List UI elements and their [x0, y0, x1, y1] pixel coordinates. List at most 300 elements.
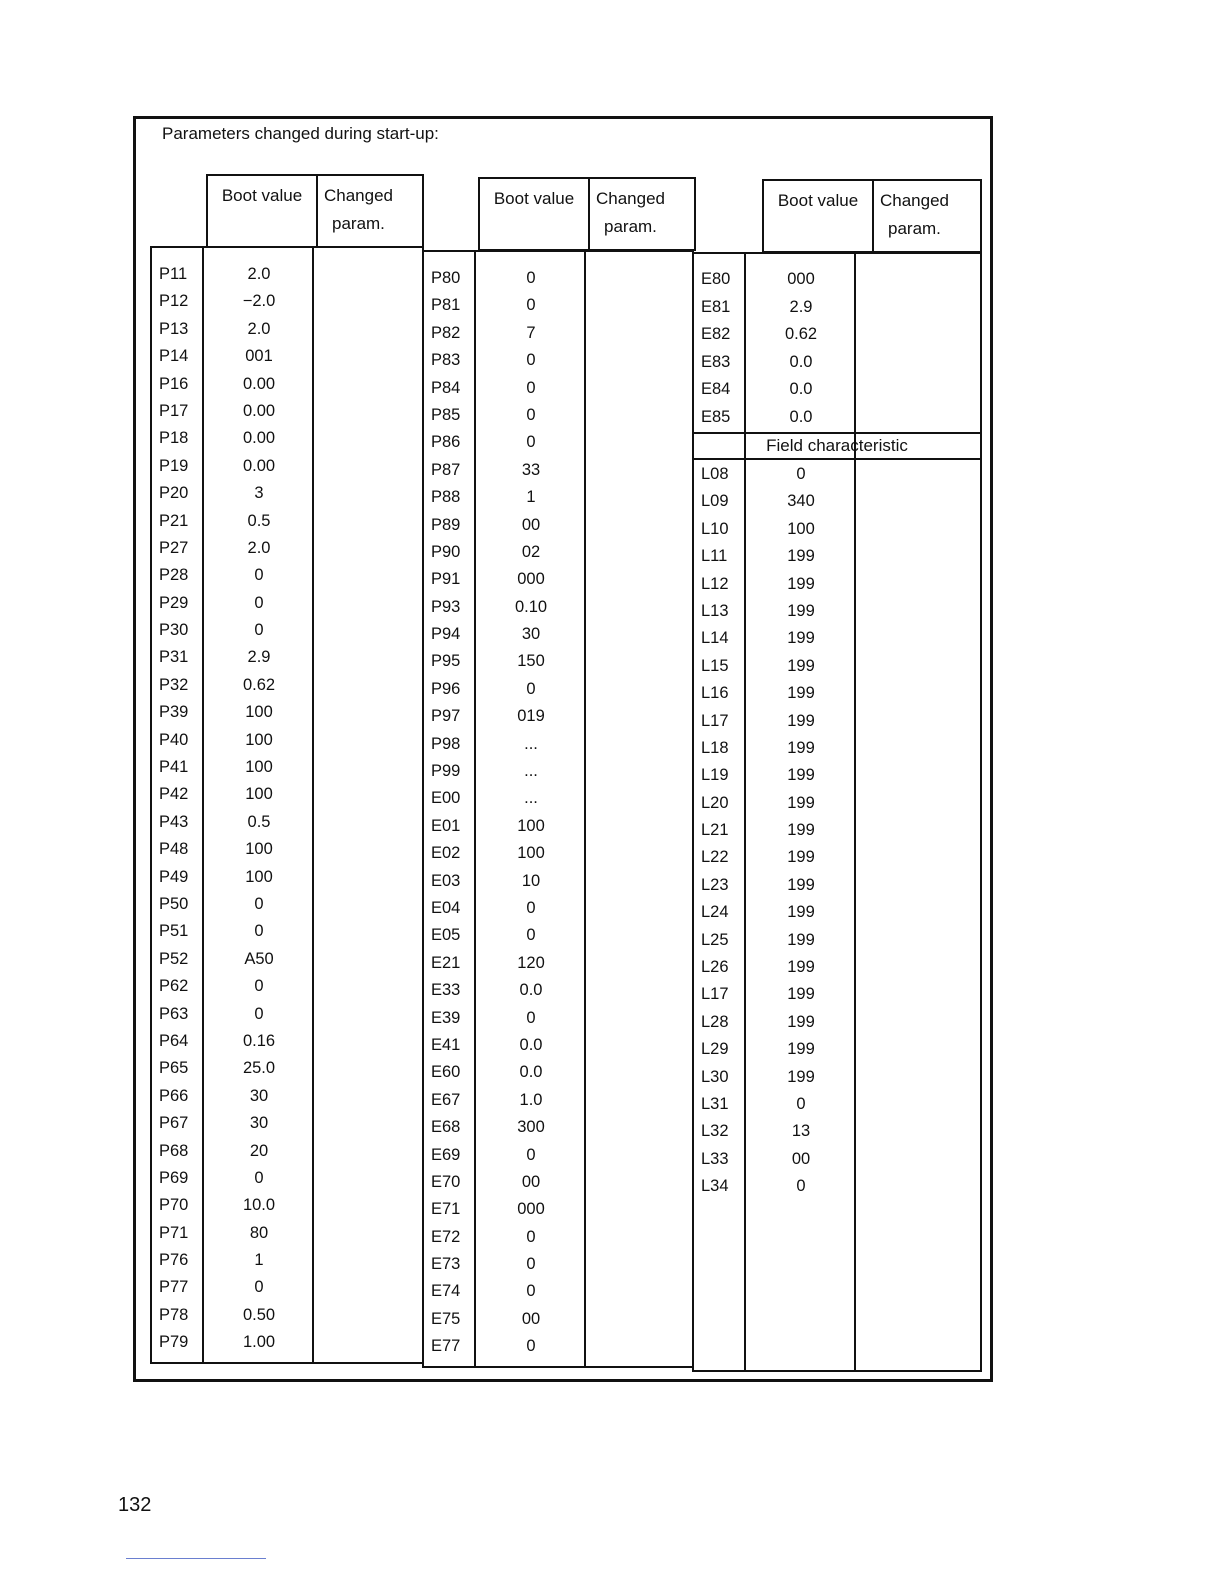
boot-value: 100	[517, 816, 545, 835]
boot-value: 0.0	[789, 352, 813, 371]
changed-param-cell[interactable]	[314, 261, 422, 288]
changed-param-cell[interactable]	[586, 512, 692, 539]
changed-param-cell[interactable]	[856, 349, 980, 377]
param-code: P66	[159, 1086, 189, 1105]
param-code: E67	[431, 1090, 461, 1109]
changed-param-cell[interactable]	[586, 539, 692, 566]
boot-value: 0	[254, 621, 264, 640]
param-code: P14	[159, 347, 189, 366]
changed-param-cell[interactable]	[314, 1028, 422, 1055]
changed-param-cell[interactable]	[586, 292, 692, 319]
boot-value: 199	[787, 793, 815, 812]
table-row	[424, 758, 692, 785]
changed-param-cell[interactable]	[314, 590, 422, 617]
table-row	[152, 1274, 422, 1301]
changed-param-cell[interactable]	[314, 1274, 422, 1301]
changed-param-cell[interactable]	[314, 1220, 422, 1247]
boot-value: 0	[526, 405, 536, 424]
table-row	[424, 1059, 692, 1086]
param-code: L10	[701, 519, 729, 538]
param-code: P89	[431, 515, 461, 534]
changed-param-cell[interactable]	[314, 1001, 422, 1028]
boot-value: 0.0	[519, 1063, 543, 1082]
table-row	[424, 402, 692, 429]
changed-param-cell[interactable]	[314, 425, 422, 452]
boot-value: 00	[791, 1149, 811, 1168]
changed-param-cell[interactable]	[314, 1247, 422, 1274]
table-row	[424, 1142, 692, 1169]
boot-value: 199	[787, 985, 815, 1004]
table-row	[424, 785, 692, 812]
table-row	[152, 562, 422, 589]
boot-value: 0.0	[789, 407, 813, 426]
param-code: P76	[159, 1251, 189, 1270]
table-row	[424, 703, 692, 730]
changed-param-cell[interactable]	[586, 703, 692, 730]
boot-value: 0.00	[242, 374, 276, 393]
changed-param-cell[interactable]	[586, 676, 692, 703]
changed-param-cell[interactable]	[314, 1329, 422, 1356]
changed-param-cell[interactable]	[314, 371, 422, 398]
param-code: L17	[701, 985, 729, 1004]
changed-param-cell[interactable]	[856, 1064, 980, 1091]
boot-value: 100	[245, 785, 273, 804]
changed-param-cell[interactable]	[856, 653, 980, 680]
table-row	[694, 927, 980, 954]
table-row	[424, 1087, 692, 1114]
boot-value: 0	[796, 1177, 806, 1196]
table-row	[424, 922, 692, 949]
changed-param-cell[interactable]	[586, 375, 692, 402]
param-code: P27	[159, 538, 189, 557]
changed-param-cell[interactable]	[856, 625, 980, 652]
changed-param-cell[interactable]	[586, 813, 692, 840]
param-code: L21	[701, 821, 729, 840]
table-row	[152, 1028, 422, 1055]
table-row	[424, 1005, 692, 1032]
boot-value: 199	[787, 684, 815, 703]
param-code: P13	[159, 319, 189, 338]
param-code: E33	[431, 981, 461, 1000]
column-divider	[202, 248, 204, 1362]
changed-param-cell[interactable]	[314, 343, 422, 370]
changed-param-cell[interactable]	[856, 461, 980, 488]
changed-param-cell[interactable]	[856, 1118, 980, 1145]
boot-value: 33	[521, 460, 541, 479]
table-row	[694, 266, 980, 294]
table-row	[152, 672, 422, 699]
table-row	[694, 981, 980, 1008]
boot-value: 30	[249, 1086, 269, 1105]
param-code: E71	[431, 1200, 461, 1219]
boot-value: 0	[526, 1145, 536, 1164]
table-row	[694, 653, 980, 680]
changed-param-cell[interactable]	[314, 699, 422, 726]
boot-value: 0.0	[519, 1035, 543, 1054]
changed-param-cell[interactable]	[586, 895, 692, 922]
changed-param-cell[interactable]	[856, 762, 980, 789]
table-row	[152, 754, 422, 781]
param-code: L13	[701, 601, 729, 620]
changed-param-cell[interactable]	[856, 488, 980, 515]
param-code: P12	[159, 292, 189, 311]
param-code: E73	[431, 1255, 461, 1274]
boot-value: 0	[254, 977, 264, 996]
table-row	[424, 265, 692, 292]
boot-value: 100	[245, 867, 273, 886]
boot-value: 0	[254, 922, 264, 941]
param-code: P78	[159, 1305, 189, 1324]
table-row	[694, 598, 980, 625]
changed-param-cell[interactable]	[586, 265, 692, 292]
changed-param-cell[interactable]	[586, 922, 692, 949]
table-row	[694, 1036, 980, 1063]
changed-param-cell[interactable]	[314, 288, 422, 315]
changed-param-cell[interactable]	[314, 562, 422, 589]
param-code: P70	[159, 1196, 189, 1215]
table-row	[152, 1165, 422, 1192]
header-col3	[762, 179, 982, 253]
column-3-l-params	[694, 461, 980, 1201]
boot-value: 150	[517, 652, 545, 671]
table-row	[152, 864, 422, 891]
changed-param-cell[interactable]	[856, 708, 980, 735]
boot-value: 019	[517, 707, 545, 726]
changed-param-cell[interactable]	[856, 735, 980, 762]
changed-param-cell[interactable]	[586, 950, 692, 977]
changed-param-cell[interactable]	[856, 927, 980, 954]
changed-param-cell[interactable]	[586, 320, 692, 347]
boot-value: ...	[524, 734, 538, 753]
boot-value: 00	[521, 515, 541, 534]
param-code: E82	[701, 325, 731, 344]
boot-value: 199	[787, 711, 815, 730]
boot-value: 199	[787, 903, 815, 922]
table-row	[424, 868, 692, 895]
table-row	[424, 648, 692, 675]
table-row	[694, 543, 980, 570]
changed-param-cell[interactable]	[856, 543, 980, 570]
param-code: L14	[701, 629, 729, 648]
boot-value: 10.0	[242, 1196, 276, 1215]
param-code: L30	[701, 1067, 729, 1086]
changed-param-cell[interactable]	[586, 1224, 692, 1251]
changed-param-cell[interactable]	[856, 899, 980, 926]
param-code: P21	[159, 511, 189, 530]
changed-param-cell[interactable]	[856, 1173, 980, 1200]
table-row	[694, 844, 980, 871]
table-row	[424, 512, 692, 539]
changed-param-cell[interactable]	[856, 1009, 980, 1036]
param-code: E75	[431, 1309, 461, 1328]
changed-param-cell[interactable]	[314, 918, 422, 945]
table-row	[694, 571, 980, 598]
boot-value: 0	[526, 1337, 536, 1356]
param-code: P39	[159, 703, 189, 722]
changed-param-cell[interactable]	[314, 1192, 422, 1219]
changed-param-cell[interactable]	[586, 347, 692, 374]
changed-param-cell[interactable]	[856, 1091, 980, 1118]
changed-param-cell[interactable]	[314, 316, 422, 343]
changed-param-cell[interactable]	[314, 617, 422, 644]
table-row	[424, 539, 692, 566]
boot-value: 0.00	[242, 456, 276, 475]
param-code: P83	[431, 351, 461, 370]
param-code: P51	[159, 922, 189, 941]
changed-param-cell[interactable]	[586, 648, 692, 675]
column-divider	[854, 254, 856, 1370]
changed-param-cell[interactable]	[314, 781, 422, 808]
changed-param-cell[interactable]	[314, 973, 422, 1000]
changed-param-cell[interactable]	[586, 1333, 692, 1360]
table-row	[152, 1220, 422, 1247]
changed-param-cell[interactable]	[586, 566, 692, 593]
changed-param-cell[interactable]	[586, 402, 692, 429]
table-row	[152, 891, 422, 918]
changed-param-cell[interactable]	[856, 872, 980, 899]
param-code: P93	[431, 597, 461, 616]
header-boot-value: Boot value	[764, 181, 874, 251]
table-row	[152, 1329, 422, 1356]
changed-param-cell[interactable]	[314, 453, 422, 480]
changed-param-cell[interactable]	[314, 672, 422, 699]
boot-value: 30	[521, 625, 541, 644]
boot-value: 0	[526, 296, 536, 315]
table-row	[424, 1306, 692, 1333]
changed-param-cell[interactable]	[314, 1055, 422, 1082]
changed-param-cell[interactable]	[314, 398, 422, 425]
param-code: L17	[701, 711, 729, 730]
param-code: P95	[431, 652, 461, 671]
table-row	[424, 320, 692, 347]
boot-value: 13	[791, 1122, 811, 1141]
changed-param-cell[interactable]	[856, 376, 980, 404]
changed-param-cell[interactable]	[586, 1032, 692, 1059]
changed-param-cell[interactable]	[856, 266, 980, 294]
changed-param-cell[interactable]	[314, 508, 422, 535]
table-row	[694, 1009, 980, 1036]
boot-value: 199	[787, 629, 815, 648]
table-row	[424, 484, 692, 511]
header-boot-value: Boot value	[480, 179, 590, 249]
param-code: P71	[159, 1223, 189, 1242]
boot-value: 0.62	[242, 675, 276, 694]
boot-value: 0.50	[242, 1305, 276, 1324]
changed-param-cell[interactable]	[314, 644, 422, 671]
table-row	[424, 1278, 692, 1305]
changed-param-cell[interactable]	[856, 790, 980, 817]
boot-value: 0	[526, 1227, 536, 1246]
changed-param-cell[interactable]	[856, 1146, 980, 1173]
table-row	[694, 817, 980, 844]
boot-value: 0	[526, 351, 536, 370]
table-row	[694, 1146, 980, 1173]
param-code: L15	[701, 656, 729, 675]
boot-value: 0.0	[789, 380, 813, 399]
param-code: P65	[159, 1059, 189, 1078]
changed-param-cell[interactable]	[314, 535, 422, 562]
param-code: P86	[431, 433, 461, 452]
header-changed-param: Changed param.	[596, 189, 666, 236]
header-changed-param: Changed param.	[324, 186, 394, 233]
boot-value: 000	[517, 1200, 545, 1219]
column-divider	[584, 252, 586, 1366]
param-code: E05	[431, 926, 461, 945]
footer-rule	[126, 1558, 266, 1559]
changed-param-cell[interactable]	[586, 840, 692, 867]
table-row	[152, 918, 422, 945]
changed-param-cell[interactable]	[586, 1278, 692, 1305]
boot-value: 199	[787, 656, 815, 675]
changed-param-cell[interactable]	[586, 621, 692, 648]
boot-value: 00	[521, 1172, 541, 1191]
boot-value: 199	[787, 601, 815, 620]
param-code: P41	[159, 758, 189, 777]
table-row	[152, 973, 422, 1000]
boot-value: 80	[249, 1223, 269, 1242]
param-code: L18	[701, 738, 729, 757]
changed-param-cell[interactable]	[314, 836, 422, 863]
param-code: P81	[431, 296, 461, 315]
changed-param-cell[interactable]	[314, 864, 422, 891]
changed-param-cell[interactable]	[314, 809, 422, 836]
table-row	[424, 292, 692, 319]
table-row	[694, 790, 980, 817]
boot-value: 0	[526, 1008, 536, 1027]
boot-value: 0	[526, 378, 536, 397]
boot-value: 0	[796, 465, 806, 483]
boot-value: 120	[517, 953, 545, 972]
changed-param-cell[interactable]	[586, 1142, 692, 1169]
changed-param-cell[interactable]	[586, 1196, 692, 1223]
boot-value: 0.00	[242, 429, 276, 448]
table-row	[424, 621, 692, 648]
table-row	[694, 1173, 980, 1200]
changed-param-cell[interactable]	[856, 1036, 980, 1063]
changed-param-cell[interactable]	[586, 977, 692, 1004]
changed-param-cell[interactable]	[586, 785, 692, 812]
changed-param-cell[interactable]	[314, 754, 422, 781]
table-row	[424, 457, 692, 484]
changed-param-cell[interactable]	[856, 954, 980, 981]
changed-param-cell[interactable]	[314, 1165, 422, 1192]
param-code: P17	[159, 401, 189, 420]
table-row	[424, 1224, 692, 1251]
changed-param-cell[interactable]	[586, 1306, 692, 1333]
changed-param-cell[interactable]	[856, 844, 980, 871]
boot-value: 0.16	[242, 1031, 276, 1050]
boot-value: 199	[787, 958, 815, 977]
boot-value: 0	[526, 1255, 536, 1274]
changed-param-cell[interactable]	[586, 1087, 692, 1114]
boot-value: 0.00	[242, 401, 276, 420]
changed-param-cell[interactable]	[856, 981, 980, 1008]
param-code: L33	[701, 1149, 729, 1168]
changed-param-cell[interactable]	[856, 294, 980, 322]
table-row	[694, 1064, 980, 1091]
changed-param-cell[interactable]	[586, 484, 692, 511]
changed-param-cell[interactable]	[314, 1302, 422, 1329]
changed-param-cell[interactable]	[586, 1059, 692, 1086]
changed-param-cell[interactable]	[314, 946, 422, 973]
changed-param-cell[interactable]	[856, 680, 980, 707]
boot-value: 199	[787, 848, 815, 867]
changed-param-cell[interactable]	[314, 891, 422, 918]
table-row	[424, 950, 692, 977]
param-code: L26	[701, 958, 729, 977]
boot-value: 199	[787, 1067, 815, 1086]
table-row	[152, 644, 422, 671]
param-code: E41	[431, 1035, 461, 1054]
changed-param-cell[interactable]	[856, 321, 980, 349]
changed-param-cell[interactable]	[856, 516, 980, 543]
boot-value: 000	[787, 270, 815, 288]
changed-param-cell[interactable]	[586, 1251, 692, 1278]
changed-param-cell[interactable]	[314, 1110, 422, 1137]
param-code: P18	[159, 429, 189, 448]
changed-param-cell[interactable]	[586, 1169, 692, 1196]
changed-param-cell[interactable]	[314, 727, 422, 754]
boot-value: 0.5	[247, 511, 271, 530]
changed-param-cell[interactable]	[586, 1114, 692, 1141]
boot-value: 0	[254, 593, 264, 612]
changed-param-cell[interactable]	[314, 480, 422, 507]
boot-value: 199	[787, 930, 815, 949]
column-divider	[744, 254, 746, 1370]
boot-value: 1	[254, 1251, 264, 1270]
changed-param-cell[interactable]	[314, 1083, 422, 1110]
table-row	[694, 1118, 980, 1145]
boot-value: 199	[787, 875, 815, 894]
changed-param-cell[interactable]	[856, 598, 980, 625]
changed-param-cell[interactable]	[586, 429, 692, 456]
boot-value: 100	[787, 519, 815, 538]
changed-param-cell[interactable]	[586, 594, 692, 621]
table-row	[152, 453, 422, 480]
table-row	[694, 762, 980, 789]
param-code: L31	[701, 1094, 729, 1113]
changed-param-cell[interactable]	[856, 571, 980, 598]
table-row	[152, 946, 422, 973]
param-code: E85	[701, 407, 731, 426]
changed-param-cell[interactable]	[586, 1005, 692, 1032]
param-code: L32	[701, 1122, 729, 1141]
changed-param-cell[interactable]	[856, 404, 980, 432]
changed-param-cell[interactable]	[586, 758, 692, 785]
changed-param-cell[interactable]	[856, 817, 980, 844]
param-code: E72	[431, 1227, 461, 1246]
header-col1	[206, 174, 424, 248]
param-code: E00	[431, 789, 461, 808]
table-row	[424, 1032, 692, 1059]
boot-value: 0.0	[519, 981, 543, 1000]
changed-param-cell[interactable]	[586, 457, 692, 484]
table-row	[424, 347, 692, 374]
parameter-column-3	[692, 252, 982, 1372]
changed-param-cell[interactable]	[586, 731, 692, 758]
boot-value: 000	[517, 570, 545, 589]
param-code: L28	[701, 1012, 729, 1031]
table-row	[694, 954, 980, 981]
param-code: P82	[431, 323, 461, 342]
column-divider	[474, 252, 476, 1366]
boot-value: 0	[254, 1168, 264, 1187]
table-row	[152, 1138, 422, 1165]
boot-value: 0.5	[247, 812, 271, 831]
changed-param-cell[interactable]	[586, 868, 692, 895]
table-row	[152, 535, 422, 562]
changed-param-cell[interactable]	[314, 1138, 422, 1165]
